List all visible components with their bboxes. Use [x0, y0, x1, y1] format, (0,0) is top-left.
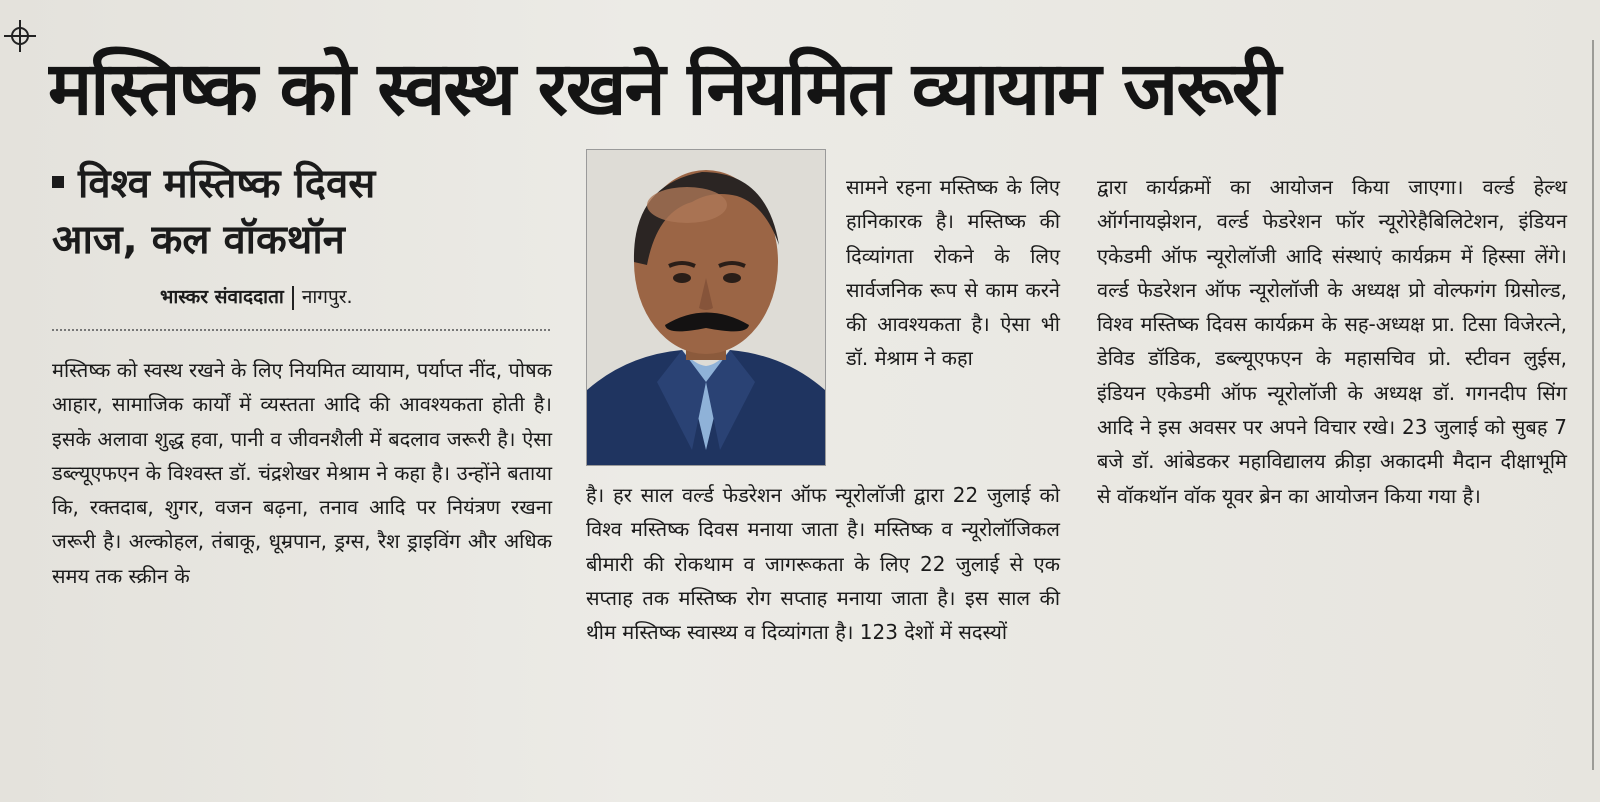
portrait-photo	[586, 149, 826, 466]
subheading-text: विश्व मस्तिष्क दिवस	[78, 161, 376, 207]
byline-divider	[52, 329, 550, 331]
portrait-illustration	[587, 150, 825, 465]
column-rule	[1592, 40, 1594, 770]
byline	[160, 282, 353, 312]
article-column-2-bottom: है। हर साल वर्ल्ड फेडरेशन ऑफ न्यूरोलॉजी द्वारा 22 जुलाई को विश्व मस्तिष्क दिवस मनाया जाता है। मस्तिष्क व न्यूरोलॉजिकल बीमारी की रोकथाम व जागरूकता के लिए 22 जुलाई से एक सप्ताह तक मस्तिष्क रोग सप्ताह मनाया जाता है। इस साल की थीम मस्तिष्क स्वास्थ्य व दिव्यांगता है। 123 देशों में सदस्यों	[586, 483, 1060, 645]
reporter: भास्कर संवाददाता	[160, 286, 284, 308]
subheading-secondary: आज, कल वॉकथॉन	[52, 217, 345, 263]
byline-separator	[292, 286, 294, 310]
dateline: नागपुर.	[301, 286, 353, 308]
bullet-icon	[52, 176, 64, 188]
article-column-3: द्वारा कार्यक्रमों का आयोजन किया जाएगा। वर्ल्ड हेल्थ ऑर्गनायझेशन, वर्ल्ड फेडरेशन फॉर न्यूरोरेहैबिलिटेशन, इंडियन एकेडमी ऑफ न्यूरोलॉजी आदि संस्थाएं कार्यक्रम में हिस्सा लेंगे। वर्ल्ड फेडरेशन ऑफ न्यूरोलॉजी के अध्यक्ष प्रो वोल्फगंग ग्रिसोल्ड, विश्व मस्तिष्क दिवस कार्यक्रम के सह-अध्यक्ष प्रा. टिसा विजेरत्ने, डेविड डॉडिक, डब्ल्यूएफएन के महासचिव प्रो. स्टीवन लुईस, इंडियन एकेडमी ऑफ न्यूरोलॉजी के अध्यक्ष डॉ. गगनदीप सिंग आदि ने इस अवसर पर अपने विचार रखे। 23 जुलाई को सुबह 7 बजे डॉ. आंबेडकर महाविद्यालय क्रीड़ा अकादमी मैदान दीक्षाभूमि से वॉकथॉन वॉक यूवर ब्रेन का आयोजन किया गया है।	[1097, 175, 1567, 508]
subheading-primary	[52, 158, 375, 210]
registration-mark-icon	[2, 18, 38, 54]
article-column-2-top: सामने रहना मस्तिष्क के लिए हानिकारक है। मस्तिष्क की दिव्यांगता रोकने के लिए सार्वजनिक रूप से काम करने की आवश्यकता है। ऐसा भी डॉ. मेश्राम ने कहा	[846, 175, 1060, 371]
headline: मस्तिष्क को स्वस्थ रखने नियमित व्यायाम जरूरी	[48, 46, 1280, 132]
article-column-1: मस्तिष्क को स्वस्थ रखने के लिए नियमित व्यायाम, पर्याप्त नींद, पोषक आहार, सामाजिक कार्यों में व्यस्तता आदि की आवश्यकता होती है। इसके अलावा शुद्ध हवा, पानी व जीवनशैली में बदलाव जरूरी है। ऐसा डब्ल्यूएफएन के विश्वस्त डॉ. चंद्रशेखर मेश्राम ने कहा है। उन्होंने बताया कि, रक्तदाब, शुगर, वजन बढ़ना, तनाव आदि पर नियंत्रण रखना जरूरी है। अल्कोहल, तंबाकू, धूम्रपान, ड्रग्स, रैश ड्राइविंग और अधिक समय तक स्क्रीन के	[52, 358, 552, 588]
